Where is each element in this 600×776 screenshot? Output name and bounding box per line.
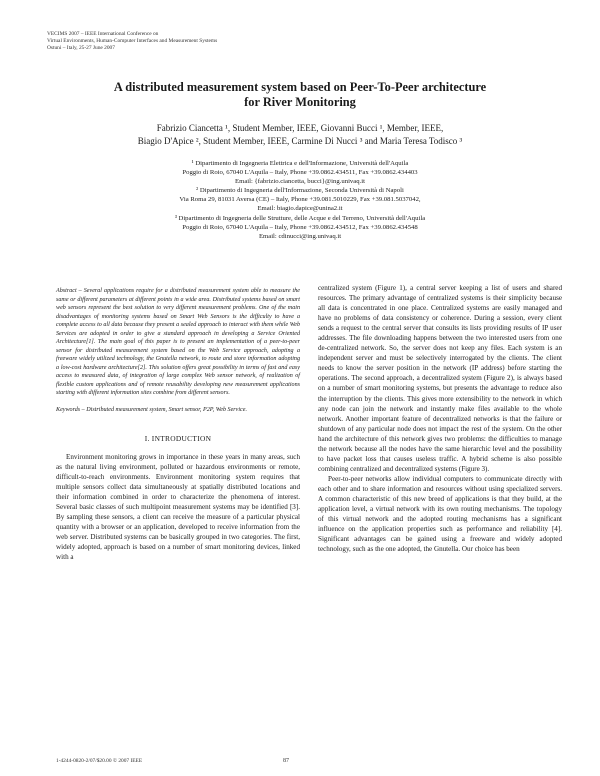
affiliation-line: ² Dipartimento di Ingegneria dell'Informazione, Seconda Università di Napoli xyxy=(196,187,404,195)
section-heading-introduction: I. INTRODUCTION xyxy=(144,434,212,443)
keywords: Keywords – Distributed measurement system, Smart sensor, P2P, Web Service. xyxy=(56,406,247,413)
left-column xyxy=(56,287,300,563)
header-line: Virtual Environments, Human-Computer Interfaces and Measurement Systems xyxy=(47,37,218,44)
author-line: Biagio D'Apice ², Student Member, IEEE, Carmine Di Nucci ³ and Maria Teresa Todisco ³ xyxy=(137,136,463,146)
header-line: VECIMS 2007 – IEEE International Conference on xyxy=(47,31,159,37)
abstract: Abstract – Several applications require for a distributed measurement system able to measure the same or different parameters at different points in a wide area. Distributed systems based on smart web sensors represent the best solution to very different measurement problems. One of the main disadvantages of monitoring systems based on Smart Web Sensors is the difficulty to have a complete access to all data because they present a sealed approach to interact with them while Web Services are adopted in order to give a standard approach in developing a Service Oriented Architecture[1]. The main goal of this paper is to present an implementation of a peer-to-peer sensor for distributed measurement system based on the Web Service approach, adopting a freeware widely utilized technology, the Gnutella network, to route and store information adopting a low-cost hardware architecture[2]. This solution offers great possibility in terms of fast and easy access to measured data, of integration of large complex Web sensor network, of realization of flexible custom applications and of remote reusability developing new measurement applications starting with different information sites combine from different sensors. xyxy=(56,288,300,396)
affiliation-line: Poggio di Roio, 67040 L'Aquila – Italy, Phone +39.0862.434511, Fax +39.0862.434403 xyxy=(182,169,418,177)
conference-header xyxy=(47,31,347,51)
affiliation-line: ¹ Dipartimento di Ingegneria Elettrica e dell'Informazione, Università dell'Aquila xyxy=(191,160,409,167)
affiliation-email: Email: {fabrizio.ciancetta, bucci}@ing.univaq.it xyxy=(235,178,365,186)
affiliation-email: Email: cdinucci@ing.univaq.it xyxy=(258,232,342,240)
paper-title xyxy=(40,80,560,110)
copyright-footer: 1-4244-0820-2/07/$20.00 © 2007 IEEE xyxy=(56,758,143,764)
body-paragraph: Environment monitoring grows in importance in these years in many areas, such as the natural living environment, polluted or hazardous environments or remote, difficult-to-reach environments. Environment monitoring system requires that multiple sensors collect data simultaneously at spatially distributed locations and their information combined in order to characterize the phenomena of interest. Several basic classes of such multipoint measurement systems may be identified [3]. By sampling these sensors, a client can receive the measure of a particular physical quantity with a browser or an application, developed to receive information from the web server. Distributed systems can be basically grouped in two categories. The first, widely adopted, approach is based on a number of smart monitoring devices, linked with a xyxy=(56,453,300,562)
body-paragraph: Peer-to-peer networks allow individual computers to communicate directly with each other and to share information and resources without using specialized servers. A common characteristic of this new breed of applications is that they build, at the application level, a virtual network with its own routing mechanisms. The topology of this virtual network and the adopted routing mechanisms has a significant influence on the application properties such as performance and reliability [4]. Significant advantages can be gained using a freeware and widely adopted technology, such as the one adopted, the Gnutella. Our choice has been xyxy=(318,474,562,554)
affiliation-line: Via Roma 29, 81031 Aversa (CE) – Italy, Phone +39.081.5010229, Fax +39.081.5037042, xyxy=(179,196,421,204)
author-list xyxy=(40,122,560,148)
title-line: A distributed measurement system based on Peer-To-Peer architecture xyxy=(113,80,487,94)
author-line: Fabrizio Ciancetta ¹, Student Member, IEEE, Giovanni Bucci ¹, Member, IEEE, xyxy=(156,123,444,133)
affiliation-line: Poggio di Roio, 67040 L'Aquila – Italy, Phone +39.0862.434512, Fax +39.0862.434548 xyxy=(182,223,418,231)
title-line: for River Monitoring xyxy=(244,95,356,109)
body-paragraph: centralized system (Figure 1), a central server keeping a list of users and shared resources. The primary advantage of centralized systems is their simplicity because all data is concentrated in one place. Centralized systems are easily managed and have no problems of data consistency or coherence. During a session, every client sends a request to the central server that consults its lists providing results of IP user addresses. The file downloading happens between the two interested users from one de-centralized network. So, the server does not keep any files. Each system is an independent server and must be selectively interrogated by the clients. The client needs to know the server position in the network (IP address) before starting the operations. The second approach, a decentralized system (Figure 2), is always based on a number of smart monitoring systems, but presents the advantage to reduce also the interruption by the clients. This gives more extensibility to the network in which any node can join the network and instantly make files available to the whole network. Another important feature of decentralized networks is that the failure or shutdown of any particular node does not impact the rest of the system. On the other hand the architecture of this network gives two problems: the difficulties to manage the network because all the nodes have the same hierarchic level and the possibility to have packet loss that causes useless traffic. A hybrid scheme is also possible combining centralized and decentralized systems (Figure 3). xyxy=(318,284,562,473)
affiliation-email: Email: biagio.dapice@unina2.it xyxy=(257,205,343,213)
affiliation-line: ³ Dipartimento di Ingegneria delle Strutture, delle Acque e del Terreno, Università dell'Aquila xyxy=(174,214,426,222)
affiliations xyxy=(40,159,560,241)
page-number: 87 xyxy=(283,758,289,764)
header-line: Ostuni – Italy, 25-27 June 2007 xyxy=(47,44,115,51)
right-column xyxy=(318,283,562,554)
